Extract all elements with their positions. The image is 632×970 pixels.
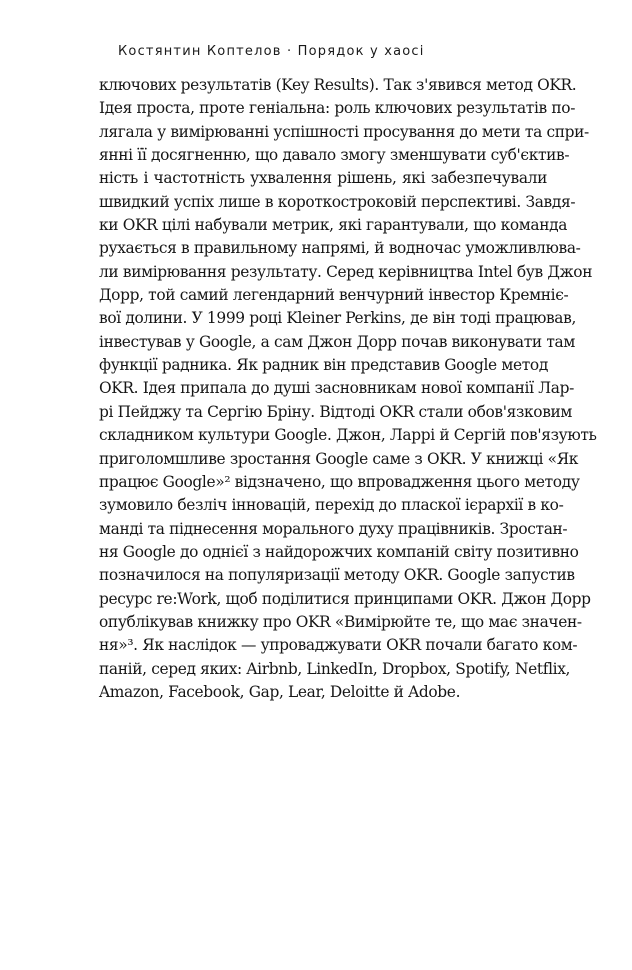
- text-line: Amazon, Facebook, Gap, Lear, Deloitte й Adobe.: [99, 682, 461, 701]
- text-line: ня Google до однієї з найдорожчих компаній світу позитивно: [99, 542, 579, 561]
- text-line: янні її досягненню, що давало змогу зменшувати суб'єктив-: [99, 146, 570, 165]
- text-line: манді та піднесення морального духу працівників. Зростан-: [99, 519, 568, 538]
- text-line: рі Пейджу та Сергію Бріну. Відтоді OKR стали обов'язковим: [99, 402, 573, 421]
- text-line: ли вимірювання результату. Серед керівництва Intel був Джон: [99, 262, 593, 281]
- text-line: інвестував у Google, а сам Джон Дорр почав виконувати там: [99, 332, 575, 351]
- text-line: ключових результатів (Key Results). Так з'явився метод OKR.: [99, 76, 577, 94]
- text-line: рухається в правильному напрямі, й водночас уможливлюва-: [99, 239, 581, 258]
- text-line: ня»³. Як наслідок — упроваджувати OKR почали багато ком-: [99, 636, 578, 655]
- text-line: зумовило безліч інновацій, перехід до пласкої ієрархії в ко-: [99, 496, 564, 515]
- text-line: функції радника. Як радник він представив Google метод: [99, 356, 548, 375]
- running-header: Костянтин Коптелов · Порядок у хаосі: [118, 44, 425, 59]
- page-body-text: [99, 74, 597, 704]
- text-line: приголомшливе зростання Google саме з OKR. У книжці «Як: [99, 449, 579, 468]
- text-line: OKR. Ідея припала до душі засновникам нової компанії Лар-: [99, 379, 574, 398]
- text-line: лягала у вимірюванні успішності просування до мети та спри-: [99, 122, 589, 141]
- text-line: опублікував книжку про OKR «Вимірюйте те, що має значен-: [99, 612, 582, 631]
- text-line: швидкий успіх лише в короткостроковій перспективі. Завдя-: [99, 192, 576, 211]
- text-line: ки OKR цілі набували метрик, які гарантували, що команда: [99, 216, 568, 235]
- text-line: працює Google»² відзначено, що впровадження цього методу: [99, 472, 580, 491]
- text-line: ресурс re:Work, щоб поділитися принципами OKR. Джон Дорр: [99, 589, 591, 608]
- text-line: позначилося на популяризації методу OKR. Google запустив: [99, 566, 575, 585]
- text-line: Дорр, той самий легендарний венчурний інвестор Кремніє-: [99, 286, 569, 305]
- text-line: Ідея проста, проте геніальна: роль ключових результатів по-: [99, 99, 576, 118]
- text-line: ність і частотність ухвалення рішень, які забезпечували: [99, 169, 547, 188]
- text-line: складником культури Google. Джон, Ларрі й Сергій пов'язують: [99, 426, 597, 445]
- text-line: вої долини. У 1999 році Kleiner Perkins, де він тоді працював,: [99, 309, 576, 328]
- text-line: паній, серед яких: Airbnb, LinkedIn, Dropbox, Spotify, Netflix,: [99, 659, 571, 678]
